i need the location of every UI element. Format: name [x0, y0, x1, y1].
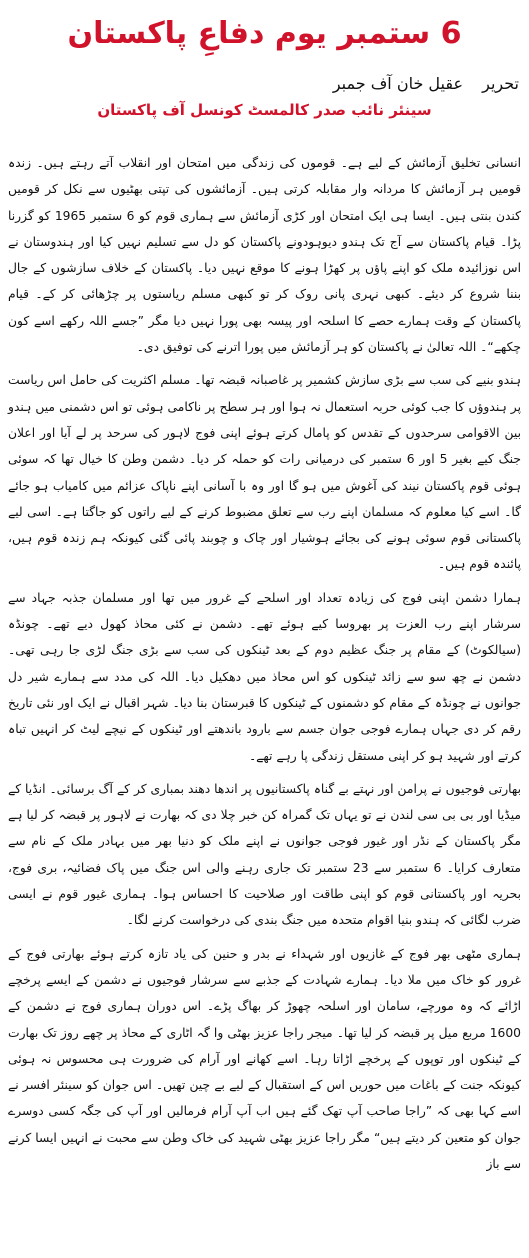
paragraph-intro: انسانی تخلیق آزمائش کے لیے ہے۔ قوموں کی زندگی میں امتحان اور انقلاب آتے رہتے ہیں۔ زندہ قومیں ہر آزمائش کا مردانہ وار مقابلہ کرتی ہیں۔ آزمائشوں کی تپتی بھٹیوں سے نکل کر قومیں کندن بنتی ہیں۔ ایسا ہی ایک امتحان اور کڑی آزمائش سے ہماری قوم کو 6 ستمبر 1965 کو گزرنا پڑا۔ قیام پاکستان سے آج تک ہندو دیوہودونے پاکستان کو دل سے تسلیم نہیں کیا اور ہندوستان نے اس نوزائیدہ ملک کو اپنے پاؤں پر کھڑا ہونے کا موقع نہیں دیا۔ پاکستان کے خلاف سازشوں کے جال بننا شروع کر دیئے۔ کبھی نہری پانی روک کر تو کبھی مسلم ریاستوں پر چڑھائی کر کے۔ قیام پاکستان کے وقت ہمارے حصے کا اسلحہ اور پیسہ بھی پورا نہیں دیا مگر ”جسے اللہ رکھے اسے کون چکھے“۔ اللہ تعالیٰ نے پاکستان کو ہر آزمائش میں پورا اترنے کی توفیق دی۔ [8, 156, 521, 355]
paragraph-kashmir: ہندو بنیے کی سب سے بڑی سازش کشمیر پر غاصبانہ قبضہ تھا۔ مسلم اکثریت کی حامل اس ریاست پر ہندوؤں کا جب کوئی حربہ استعمال نہ ہوا اور ہر سطح پر ناکامی ہوئی تو اس دشمنی میں ہندو بین الاقوامی سرحدوں کے تقدس کو پامال کرتے ہوئے اپنی فوج لاہور کی سرحد پر لے آیا اور اعلان جنگ کیے بغیر 5 اور 6 ستمبر کی درمیانی رات کو حملہ کر دیا۔ دشمن وطن کا خیال تھا کہ سوئی ہوئی قوم پاکستان نیند کی آغوش میں ہو گا اور وہ با آسانی اپنے ناپاک عزائم میں کامیاب ہو جائے گا۔ اسے کیا معلوم کہ مسلمان اپنے رب سے تعلق مضبوط کرنے کے لیے راتوں کو جاگتا ہے۔ اسی لیے پاکستانی قوم سوئی ہونے کی بجائے ہوشیار اور چاک و چوبند پائی گئی کیونکہ ہم زندہ قوم ہیں، پائندہ قوم ہیں۔ [8, 373, 521, 572]
paragraph-chawinda: ہمارا دشمن اپنی فوج کی زیادہ تعداد اور اسلحے کے غرور میں تھا اور مسلمان جذبہ جہاد سے سرشار اپنے رب العزت پر بھروسا کیے ہوئے تھے۔ دشمن نے کئی محاذ کھول دیے تھے۔ چونڈہ (سیالکوٹ) کے مقام پر جنگ عظیم دوم کے بعد ٹینکوں کی سب سے بڑی جنگ لڑی جا رہی تھی۔ دشمن نے چھ سو سے زائد ٹینکوں کو اس محاذ میں دھکیل دیا۔ اللہ کی مدد سے ہمارے شیر دل جوانوں نے چونڈہ کے مقام کو دشمنوں کے ٹینکوں کا قبرستان بنا دیا۔ شہر اقبال نے ایک اور نئی تاریخ رقم کر دی جہاں ہمارے فوجی جوان جسم سے بارود باندھتے اور ٹینکوں کے نیچے لیٹ کر انہیں تباہ کرتے اور شہید ہو کر اپنی مستقل زندگی پا رہے تھے۔ [8, 590, 521, 763]
author-designation: سینئر نائب صدر کالمسٹ کونسل آف پاکستان [97, 101, 432, 119]
article-title: 6 ستمبر یوم دفاعِ پاکستان [67, 16, 462, 51]
byline [159, 72, 519, 96]
paragraph-indian-bombing: بھارتی فوجیوں نے پرامن اور نہتے بے گناہ پاکستانیوں پر اندھا دھند بمباری کر کے آگ برسائی۔ انڈیا کے میڈیا اور بی بی سی لندن نے تو یہاں تک گمراہ کن خبر چلا دی کہ بھارت نے لاہور پر قبضہ کر لیا ہے مگر پاکستان کے نڈر اور غیور فوجی جوانوں نے اپنے ملک کو دنیا بھر میں بہادر ملک کے نام سے متعارف کرایا۔ 6 ستمبر سے 23 ستمبر تک جاری رہنے والی اس جنگ میں پاک فضائیہ، بری فوج، بحریہ اور پاکستانی قوم کو اپنی طاقت اور صلاحیت کا احساس ہوا۔ ہماری غیور قوم نے ایسی ضرب لگائی کہ ہندو بنیا اقوام متحدہ میں جنگ بندی کی درخواست کرنے لگا۔ [8, 781, 521, 928]
paragraph-aziz-bhatti: ہماری مٹھی بھر فوج کے غازیوں اور شہداء نے بدر و حنین کی یاد تازہ کرتے ہوئے بھارتی فوج کے غرور کو خاک میں ملا دیا۔ ہمارے شہادت کے جذبے سے سرشار فوجیوں نے دشمن کے ایسے پرخچے اڑائے کہ وہ مورچے، سامان اور اسلحہ چھوڑ کر بھاگ پڑے۔ اس دوران ہماری فوج نے دشمن کے 1600 مربع میل پر قبضہ کر لیا تھا۔ میجر راجا عزیز بھٹی وا گہ اٹاری کے محاذ پر چھے روز تک بھارت کے ٹینکوں اور توپوں کے پرخچے اڑاتا رہا۔ اسے کھانے اور آرام کی ضرورت ہی محسوس نہ ہوئی کیونکہ جنت کے باغات میں حوریں اس کے استقبال کے لیے بے چین تھیں۔ اس جوان کو سینئر افسر نے اسے کہا بھی کہ ”راجا صاحب آپ تھک گئے ہیں اب آپ آرام فرمالیں اور آپ کی جگہ کسی دوسرے جوان کو متعین کر دیتے ہیں“ مگر راجا عزیز بھٹی شہید کی خاک وطن سے محبت نے انہیں ایسا کرنے سے باز [8, 946, 521, 1171]
byline-author: عقیل خان آف جمبر [332, 74, 464, 93]
article-body [8, 150, 521, 1184]
byline-label: تحریر [482, 74, 519, 93]
